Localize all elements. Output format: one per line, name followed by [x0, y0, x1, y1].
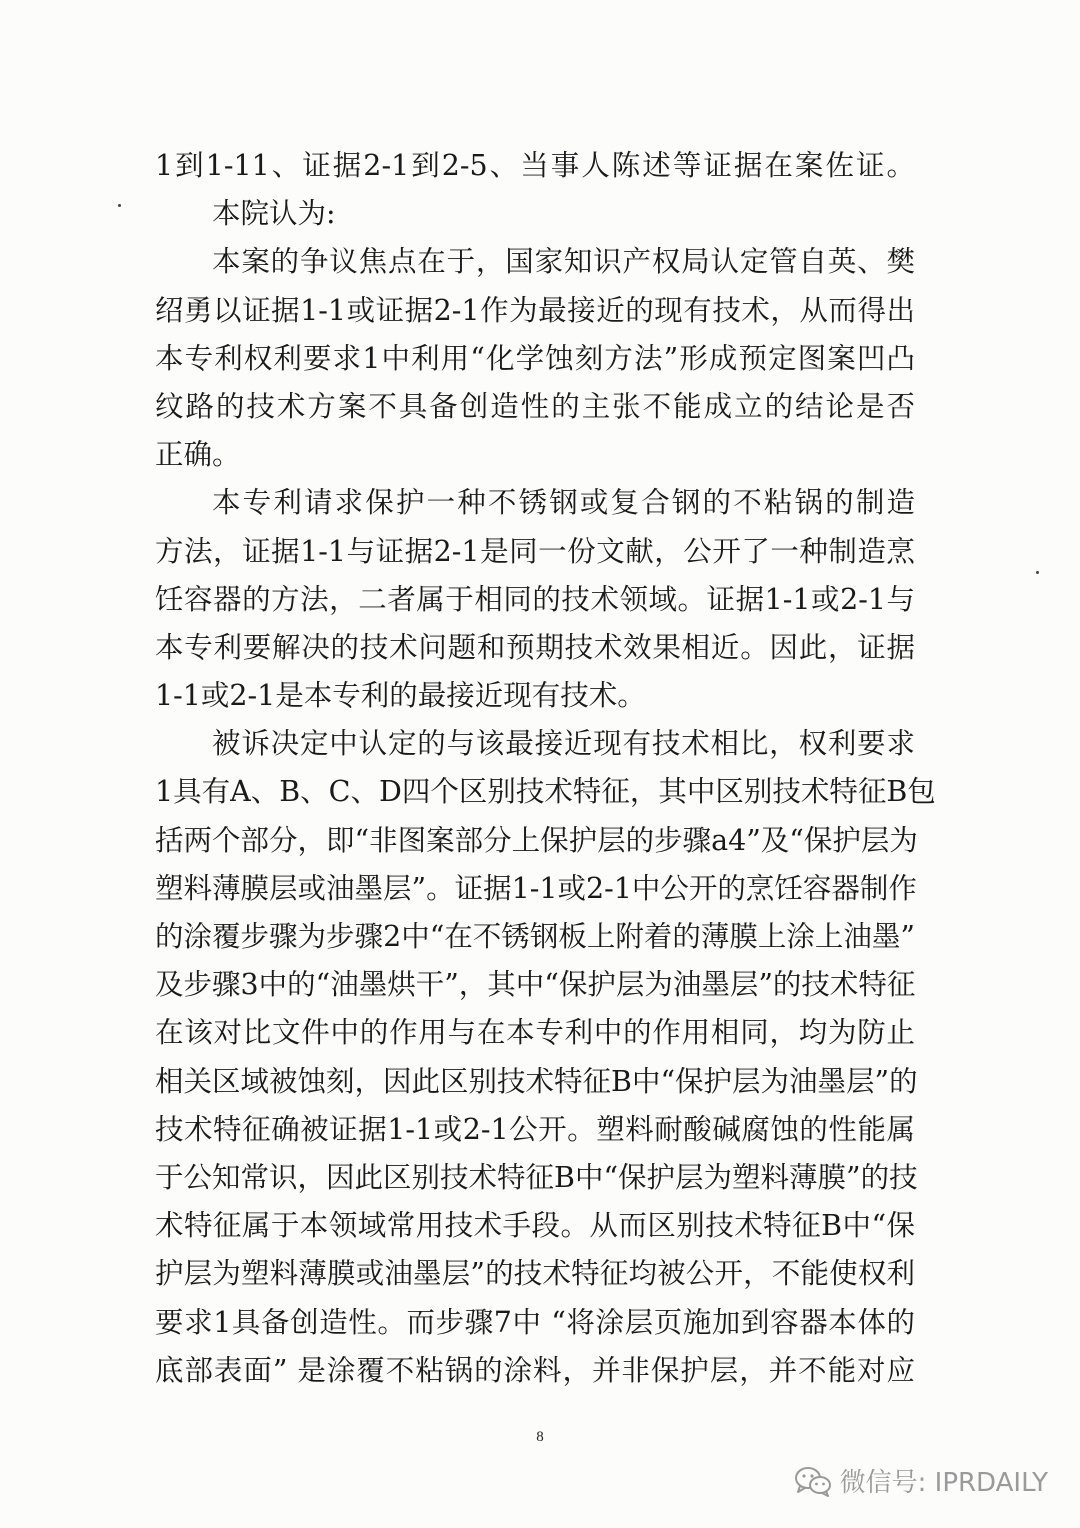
text-line-16: 塑料薄膜层或油墨层”。证据1-1或2-1中公开的烹饪容器制作: [155, 871, 917, 905]
document-body: [155, 142, 936, 1395]
text-line-10: 饪容器的方法，二者属于相同的技术领域。证据1-1或2-1与: [155, 582, 915, 616]
scan-speck: [1036, 571, 1039, 574]
text-line-8: 本专利请求保护一种不锈钢或复合钢的不粘锅的制造: [212, 486, 915, 520]
text-line-26: 底部表面” 是涂覆不粘锅的涂料，并非保护层，并不能对应: [155, 1353, 915, 1387]
page-number: 8: [536, 1429, 544, 1445]
text-line-7: 正确。: [155, 438, 241, 472]
text-line-17: 的涂覆步骤为步骤2中“在不锈钢板上附着的薄膜上涂上油墨”: [155, 920, 915, 953]
text-line-24: 护层为塑料薄膜或油墨层”的技术特征均被公开，不能使权利: [155, 1257, 915, 1291]
text-line-9: 方法，证据1-1与证据2-1是同一份文献，公开了一种制造烹: [155, 534, 915, 568]
text-line-3: 本案的争议焦点在于，国家知识产权局认定管自英、樊: [212, 245, 915, 279]
text-line-20: 相关区域被蚀刻，因此区别技术特征B中“保护层为油墨层”的: [155, 1064, 918, 1098]
text-line-22: 于公知常识，因此区别技术特征B中“保护层为塑料薄膜”的技: [155, 1160, 918, 1194]
text-line-21: 技术特征确被证据1-1或2-1公开。塑料耐酸碱腐蚀的性能属: [155, 1112, 915, 1146]
text-line-12: 1-1或2-1是本专利的最接近现有技术。: [155, 679, 646, 713]
watermark: [794, 1462, 1048, 1499]
text-line-25: 要求1具备创造性。而步骤7中 “将涂层页施加到容器本体的: [155, 1305, 915, 1339]
text-line-11: 本专利要解决的技术问题和预期技术效果相近。因此，证据: [155, 630, 915, 664]
scan-speck: [118, 204, 121, 207]
text-line-15: 括两个部分，即“非图案部分上保护层的步骤a4”及“保护层为: [155, 823, 918, 857]
text-line-18: 及步骤3中的“油墨烘干”，其中“保护层为油墨层”的技术特征: [155, 968, 916, 1002]
text-line-23: 术特征属于本领域常用技术手段。从而区别技术特征B中“保: [155, 1209, 915, 1243]
text-line-4: 绍勇以证据1-1或证据2-1作为最接近的现有技术，从而得出: [155, 293, 915, 327]
text-line-6: 纹路的技术方案不具备创造性的主张不能成立的结论是否: [155, 389, 915, 423]
text-line-2: 本院认为:: [212, 197, 336, 231]
wechat-icon: [794, 1465, 832, 1497]
text-line-13: 被诉决定中认定的与该最接近现有技术相比，权利要求: [212, 727, 915, 761]
text-line-19: 在该对比文件中的作用与在本专利中的作用相同，均为防止: [155, 1016, 915, 1050]
text-line-5: 本专利权利要求1中利用“化学蚀刻方法”形成预定图案凹凸: [155, 341, 915, 375]
text-line-14: 1具有A、B、C、D四个区别技术特征，其中区别技术特征B包: [155, 775, 936, 809]
text-line-1: 1到1-11、证据2-1到2-5、当事人陈述等证据在案佐证。: [155, 149, 915, 182]
watermark-text: 微信号: IPRDAILY: [839, 1468, 1048, 1498]
